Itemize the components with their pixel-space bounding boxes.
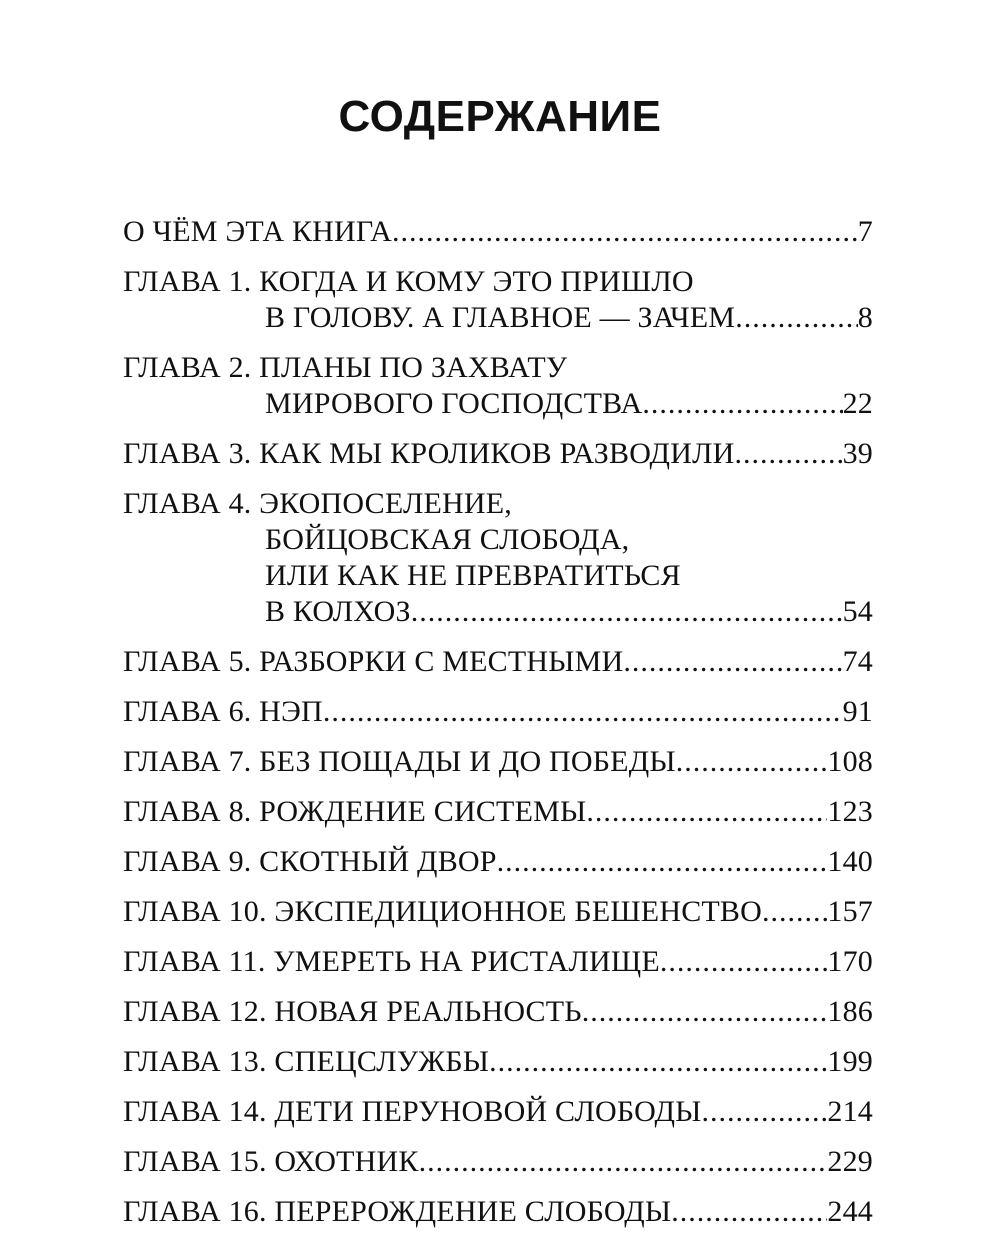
toc-entry-title: В КОЛХОЗ: [265, 595, 411, 628]
toc-page-number: 8: [857, 301, 873, 334]
dot-leader: [660, 944, 828, 980]
toc-entry[interactable]: [123, 1194, 873, 1230]
toc-page-number: 140: [827, 845, 873, 878]
toc-entry-title: ГЛАВА 11. УМЕРЕТЬ НА РИСТАЛИЩЕ: [123, 945, 660, 978]
toc-page-number: 39: [842, 437, 873, 470]
dot-leader: [623, 644, 842, 680]
toc-entry-line: [123, 644, 873, 680]
toc-page-number: 123: [827, 795, 873, 828]
toc-entry-line: [123, 894, 873, 930]
toc-entry[interactable]: [123, 994, 873, 1030]
toc-page-number: 74: [842, 645, 873, 678]
dot-leader: [411, 594, 843, 630]
toc-entry-title: ГЛАВА 8. РОЖДЕНИЕ СИСТЕМЫ: [123, 795, 587, 828]
toc-page-number: 108: [827, 745, 873, 778]
toc-entry[interactable]: [123, 844, 873, 880]
toc-entry-line: [123, 744, 873, 780]
toc-entry-title: В ГОЛОВУ. А ГЛАВНОЕ — ЗАЧЕМ: [265, 301, 736, 334]
toc-page-number: 214: [827, 1095, 873, 1128]
toc-entry-title: ГЛАВА 5. РАЗБОРКИ С МЕСТНЫМИ: [123, 645, 624, 678]
dot-leader: [392, 214, 858, 250]
toc-entry-title: ГЛАВА 15. ОХОТНИК: [123, 1145, 419, 1178]
dot-leader: [735, 436, 843, 472]
toc-page-number: 54: [842, 595, 873, 628]
toc-entry-title: ГЛАВА 12. НОВАЯ РЕАЛЬНОСТЬ: [123, 995, 582, 1028]
toc-entry-line: [123, 1194, 873, 1230]
toc-entry-title: ГЛАВА 2. ПЛАНЫ ПО ЗАХВАТУ: [123, 351, 568, 384]
toc-entry-line: [123, 300, 873, 336]
toc-entry-title: ГЛАВА 9. СКОТНЫЙ ДВОР: [123, 845, 497, 878]
toc-page-number: 244: [827, 1195, 873, 1228]
toc-entry-title: ГЛАВА 3. КАК МЫ КРОЛИКОВ РАЗВОДИЛИ: [123, 437, 735, 470]
toc-entry-line: [123, 1094, 873, 1130]
page-title: СОДЕРЖАНИЕ: [338, 92, 662, 141]
toc-entry-line: [123, 350, 873, 386]
toc-page-number: 7: [857, 215, 873, 248]
toc-entry-title: МИРОВОГО ГОСПОДСТВА: [265, 387, 643, 420]
dot-leader: [676, 744, 828, 780]
toc-page-number: 186: [827, 995, 873, 1028]
toc-entry-title: ГЛАВА 6. НЭП: [123, 695, 323, 728]
toc-entry-line: [123, 944, 873, 980]
toc-entry-title: О ЧЁМ ЭТА КНИГА: [123, 215, 393, 248]
dot-leader: [702, 1094, 828, 1130]
toc-entry-title: ГЛАВА 1. КОГДА И КОМУ ЭТО ПРИШЛО: [123, 265, 694, 298]
toc-entry[interactable]: [123, 1144, 873, 1180]
toc-entry[interactable]: [123, 744, 873, 780]
toc-page-number: 157: [827, 895, 873, 928]
toc-entry-line: [123, 558, 873, 594]
dot-leader: [586, 794, 827, 830]
toc-page-number: 91: [842, 695, 873, 728]
toc-entry[interactable]: [123, 794, 873, 830]
toc-entry-line: [123, 486, 873, 522]
toc-entry-line: [123, 794, 873, 830]
toc-page-number: 22: [842, 387, 873, 420]
dot-leader: [735, 300, 858, 336]
toc-entry-line: [123, 1144, 873, 1180]
toc-entry-title: ГЛАВА 7. БЕЗ ПОЩАДЫ И ДО ПОБЕДЫ: [123, 745, 676, 778]
toc-entry[interactable]: [123, 894, 873, 930]
toc-entry-line: [123, 694, 873, 730]
toc-entry-title: ИЛИ КАК НЕ ПРЕВРАТИТЬСЯ: [265, 559, 681, 592]
toc-entry-line: [123, 522, 873, 558]
toc-entry-line: [123, 994, 873, 1030]
toc-entry-line: [123, 436, 873, 472]
toc-entry-line: [123, 844, 873, 880]
toc-entry-title: ГЛАВА 14. ДЕТИ ПЕРУНОВОЙ СЛОБОДЫ: [123, 1095, 702, 1128]
dot-leader: [671, 1194, 827, 1230]
toc-entry-title: ГЛАВА 10. ЭКСПЕДИЦИОННОЕ БЕШЕНСТВО: [123, 895, 763, 928]
toc-entry[interactable]: [123, 486, 873, 630]
table-of-contents: [123, 214, 873, 1244]
toc-entry-line: [123, 214, 873, 250]
toc-entry-line: [123, 264, 873, 300]
toc-entry-line: [123, 386, 873, 422]
toc-entry-title: БОЙЦОВСКАЯ СЛОБОДА,: [265, 523, 630, 556]
toc-entry[interactable]: [123, 214, 873, 250]
dot-leader: [642, 386, 842, 422]
toc-entry[interactable]: [123, 694, 873, 730]
toc-page-number: 199: [827, 1045, 873, 1078]
toc-entry-title: ГЛАВА 4. ЭКОПОСЕЛЕНИЕ,: [123, 487, 512, 520]
toc-entry-line: [123, 1044, 873, 1080]
toc-entry[interactable]: [123, 1044, 873, 1080]
toc-entry[interactable]: [123, 1094, 873, 1130]
dot-leader: [497, 844, 828, 880]
toc-entry-title: ГЛАВА 16. ПЕРЕРОЖДЕНИЕ СЛОБОДЫ: [123, 1195, 672, 1228]
dot-leader: [323, 694, 843, 730]
toc-entry[interactable]: [123, 944, 873, 980]
toc-page-number: 170: [827, 945, 873, 978]
dot-leader: [762, 894, 827, 930]
dot-leader: [419, 1144, 828, 1180]
dot-leader: [489, 1044, 827, 1080]
toc-entry-line: [123, 594, 873, 630]
toc-entry[interactable]: [123, 644, 873, 680]
toc-entry[interactable]: [123, 264, 873, 336]
toc-entry[interactable]: [123, 436, 873, 472]
toc-entry[interactable]: [123, 350, 873, 422]
dot-leader: [582, 994, 828, 1030]
toc-entry-title: ГЛАВА 13. СПЕЦСЛУЖБЫ: [123, 1045, 490, 1078]
toc-page-number: 229: [827, 1145, 873, 1178]
